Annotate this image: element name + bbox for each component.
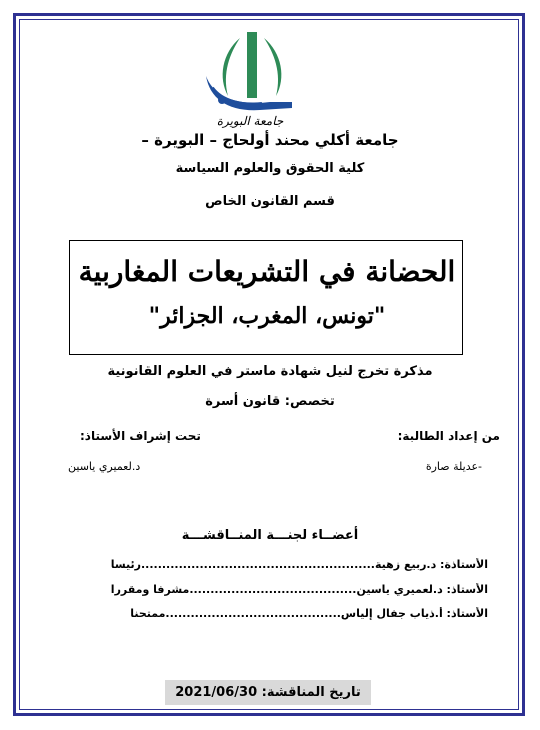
university-name: جامعة أكلي محند أولحاج – البويرة – bbox=[141, 131, 399, 149]
jury-member: الأستاذ: د.لعميري ياسين........................................مشرفا ومقررا bbox=[110, 583, 488, 596]
jury-member: الأستاذ: أ.ذياب جفال إلياس..........................................ممتحنا bbox=[130, 607, 488, 620]
department-name: قسم القانون الخاص bbox=[205, 194, 335, 209]
specialty: تخصص: قانون أسرة bbox=[205, 394, 335, 409]
thesis-title: الحضانة في التشريعات المغاربية bbox=[78, 255, 456, 288]
defense-date: تاريخ المناقشة: 2021/06/30 bbox=[175, 685, 361, 700]
thesis-title-box bbox=[69, 240, 463, 355]
student-name: -عديلة صارة bbox=[425, 460, 482, 473]
faculty-name: كلية الحقوق والعلوم السياسة bbox=[175, 161, 365, 176]
jury-title: أعضــاء لجنـــة المنــاقشـــة bbox=[181, 528, 359, 543]
supervisor-name: د.لعميري ياسين bbox=[68, 460, 141, 473]
svg-text:جامعة البويرة: جامعة البويرة bbox=[216, 114, 284, 128]
thesis-subtitle: "تونس، المغرب، الجزائر" bbox=[148, 303, 386, 329]
defense-date-box bbox=[165, 680, 371, 705]
memo-description: مذكرة تخرج لنيل شهادة ماستر في العلوم القانونية bbox=[107, 364, 433, 379]
jury-member: الأستاذة: د.ربيع زهية........................................................رئيسا bbox=[110, 558, 488, 571]
university-logo bbox=[200, 28, 300, 128]
student-label: من إعداد الطالبة: bbox=[397, 429, 500, 443]
supervisor-label: تحت إشراف الأستاذ: bbox=[80, 429, 201, 443]
